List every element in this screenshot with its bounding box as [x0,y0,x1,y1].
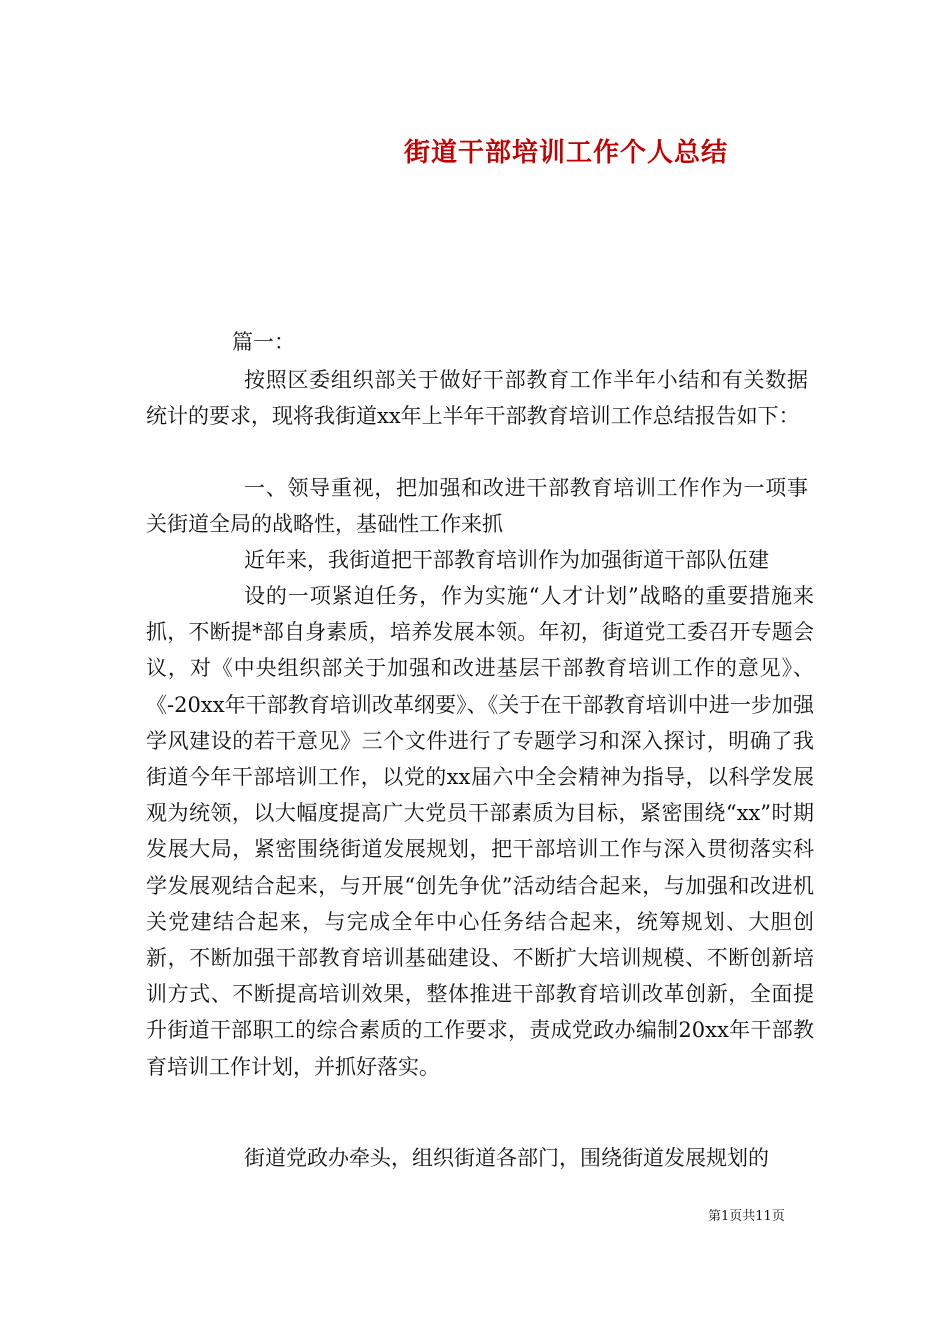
section-label: 篇一： [232,330,295,354]
paragraph-main-body: 设的一项紧迫任务，作为实施“人才计划”战略的重要措施来抓，不断提*部自身素质，培养发展本领。年初，街道党工委召开专题会议，对《中央组织部关于加强和改进基层干部教育培训工作的意见》、《-20xx年干部教育培训改革纲要》、《关于在干部教育培训中进一步加强学风建设的若干意见》三个文件进行了专题学习和深入探讨，明确了我街道今年干部培训工作，以党的xx届六中全会精神为指导，以科学发展观为统领，以大幅度提高广大党员干部素质为目标，紧密围绕“xx”时期发展大局，紧密围绕街道发展规划，把干部培训工作与深入贯彻落实科学发展观结合起来，与开展“创先争优”活动结合起来，与加强和改进机关党建结合起来，与完成全年中心任务结合起来，统筹规划、大胆创新，不断加强干部教育培训基础建设、不断扩大培训规模、不断创新培训方式、不断提高培训效果，整体推进干部教育培训改革创新，全面提升街道干部职工的综合素质的工作要求，责成党政办编制20xx年干部教育培训工作计划，并抓好落实。 [146,584,814,1079]
document-title: 街道干部培训工作个人总结 [403,138,728,168]
paragraph-closing: 街道党政办牵头，组织街道各部门，围绕街道发展规划的 [244,1146,769,1170]
paragraph-intro: 按照区委组织部关于做好干部教育工作半年小结和有关数据统计的要求，现将我街道xx年上半年干部教育培训工作总结报告如下： [146,368,808,429]
page-number: 第1页共11页 [708,1209,785,1224]
paragraph-recent-years: 近年来，我街道把干部教育培训作为加强街道干部队伍建 [244,548,769,572]
paragraph-heading-one: 一、领导重视，把加强和改进干部教育培训工作作为一项事关街道全局的战略性，基础性工作来抓 [146,476,808,537]
